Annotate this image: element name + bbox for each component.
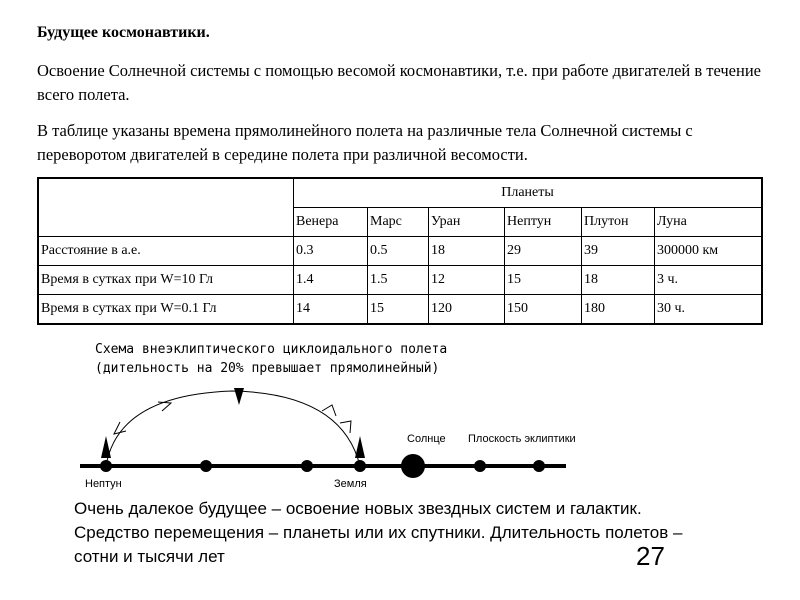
table-cell: 0.5 bbox=[368, 237, 429, 266]
earth-label: Земля bbox=[334, 478, 367, 490]
column-header: Нептун bbox=[505, 208, 582, 237]
row-label: Время в сутках при W=0.1 Гл bbox=[38, 295, 294, 325]
neptune-dot bbox=[100, 460, 112, 472]
table-cell: 30 ч. bbox=[655, 295, 763, 325]
sun-label: Солнце bbox=[407, 433, 446, 445]
table-cell: 1.4 bbox=[294, 266, 368, 295]
arrowhead-neptune bbox=[101, 436, 111, 458]
arrowhead-top bbox=[234, 388, 244, 405]
table-cell: 300000 км bbox=[655, 237, 763, 266]
column-header: Марс bbox=[368, 208, 429, 237]
row-label: Расстояние в а.е. bbox=[38, 237, 294, 266]
chevron-arrow-icon bbox=[340, 421, 351, 433]
table-cell: 29 bbox=[505, 237, 582, 266]
neptune-label: Нептун bbox=[85, 478, 122, 490]
closing-paragraph: Очень далекое будущее – освоение новых звездных систем и галактик. Средство перемещения – планеты или их спутники. Длительность полетов – сотни и тысячи лет bbox=[74, 499, 683, 566]
column-header: Венера bbox=[294, 208, 368, 237]
sun-circle bbox=[401, 454, 425, 478]
table-cell: 18 bbox=[582, 266, 655, 295]
planets-group-header: Планеты bbox=[294, 178, 763, 208]
ecliptic-plane-label: Плоскость эклиптики bbox=[468, 433, 576, 445]
planet-dot bbox=[474, 460, 486, 472]
row-label: Время в сутках при W=10 Гл bbox=[38, 266, 294, 295]
planet-dot bbox=[533, 460, 545, 472]
table-cell: 120 bbox=[429, 295, 505, 325]
table-cell: 1.5 bbox=[368, 266, 429, 295]
trajectory-arc bbox=[106, 391, 360, 466]
arrowhead-earth bbox=[355, 436, 365, 458]
table-cell: 0.3 bbox=[294, 237, 368, 266]
table-cell: 14 bbox=[294, 295, 368, 325]
table-description-paragraph: В таблице указаны времена прямолинейного полета на различные тела Солнечной системы с переворотом двигателей в середине полета при различной весомости. bbox=[37, 121, 693, 164]
diagram-caption-line: (дительность на 20% превышает прямолинейный) bbox=[95, 361, 440, 376]
intro-paragraph: Освоение Солнечной системы с помощью весомой космонавтики, т.е. при работе двигателей в течение всего полета. bbox=[37, 61, 761, 104]
column-header: Плутон bbox=[582, 208, 655, 237]
column-header: Луна bbox=[655, 208, 763, 237]
earth-dot bbox=[354, 460, 366, 472]
planet-dot bbox=[301, 460, 313, 472]
table-cell: 180 bbox=[582, 295, 655, 325]
diagram-caption-line: Схема внеэклиптического циклоидального полета bbox=[95, 342, 448, 357]
table-cell: 150 bbox=[505, 295, 582, 325]
table-cell: 15 bbox=[368, 295, 429, 325]
column-header: Уран bbox=[429, 208, 505, 237]
slide-title: Будущее космонавтики. bbox=[37, 24, 210, 41]
table-cell: 12 bbox=[429, 266, 505, 295]
page-number: 27 bbox=[636, 541, 665, 571]
table-cell: 18 bbox=[429, 237, 505, 266]
table-cell: 15 bbox=[505, 266, 582, 295]
planet-dot bbox=[200, 460, 212, 472]
table-cell: 39 bbox=[582, 237, 655, 266]
table-cell: 3 ч. bbox=[655, 266, 763, 295]
